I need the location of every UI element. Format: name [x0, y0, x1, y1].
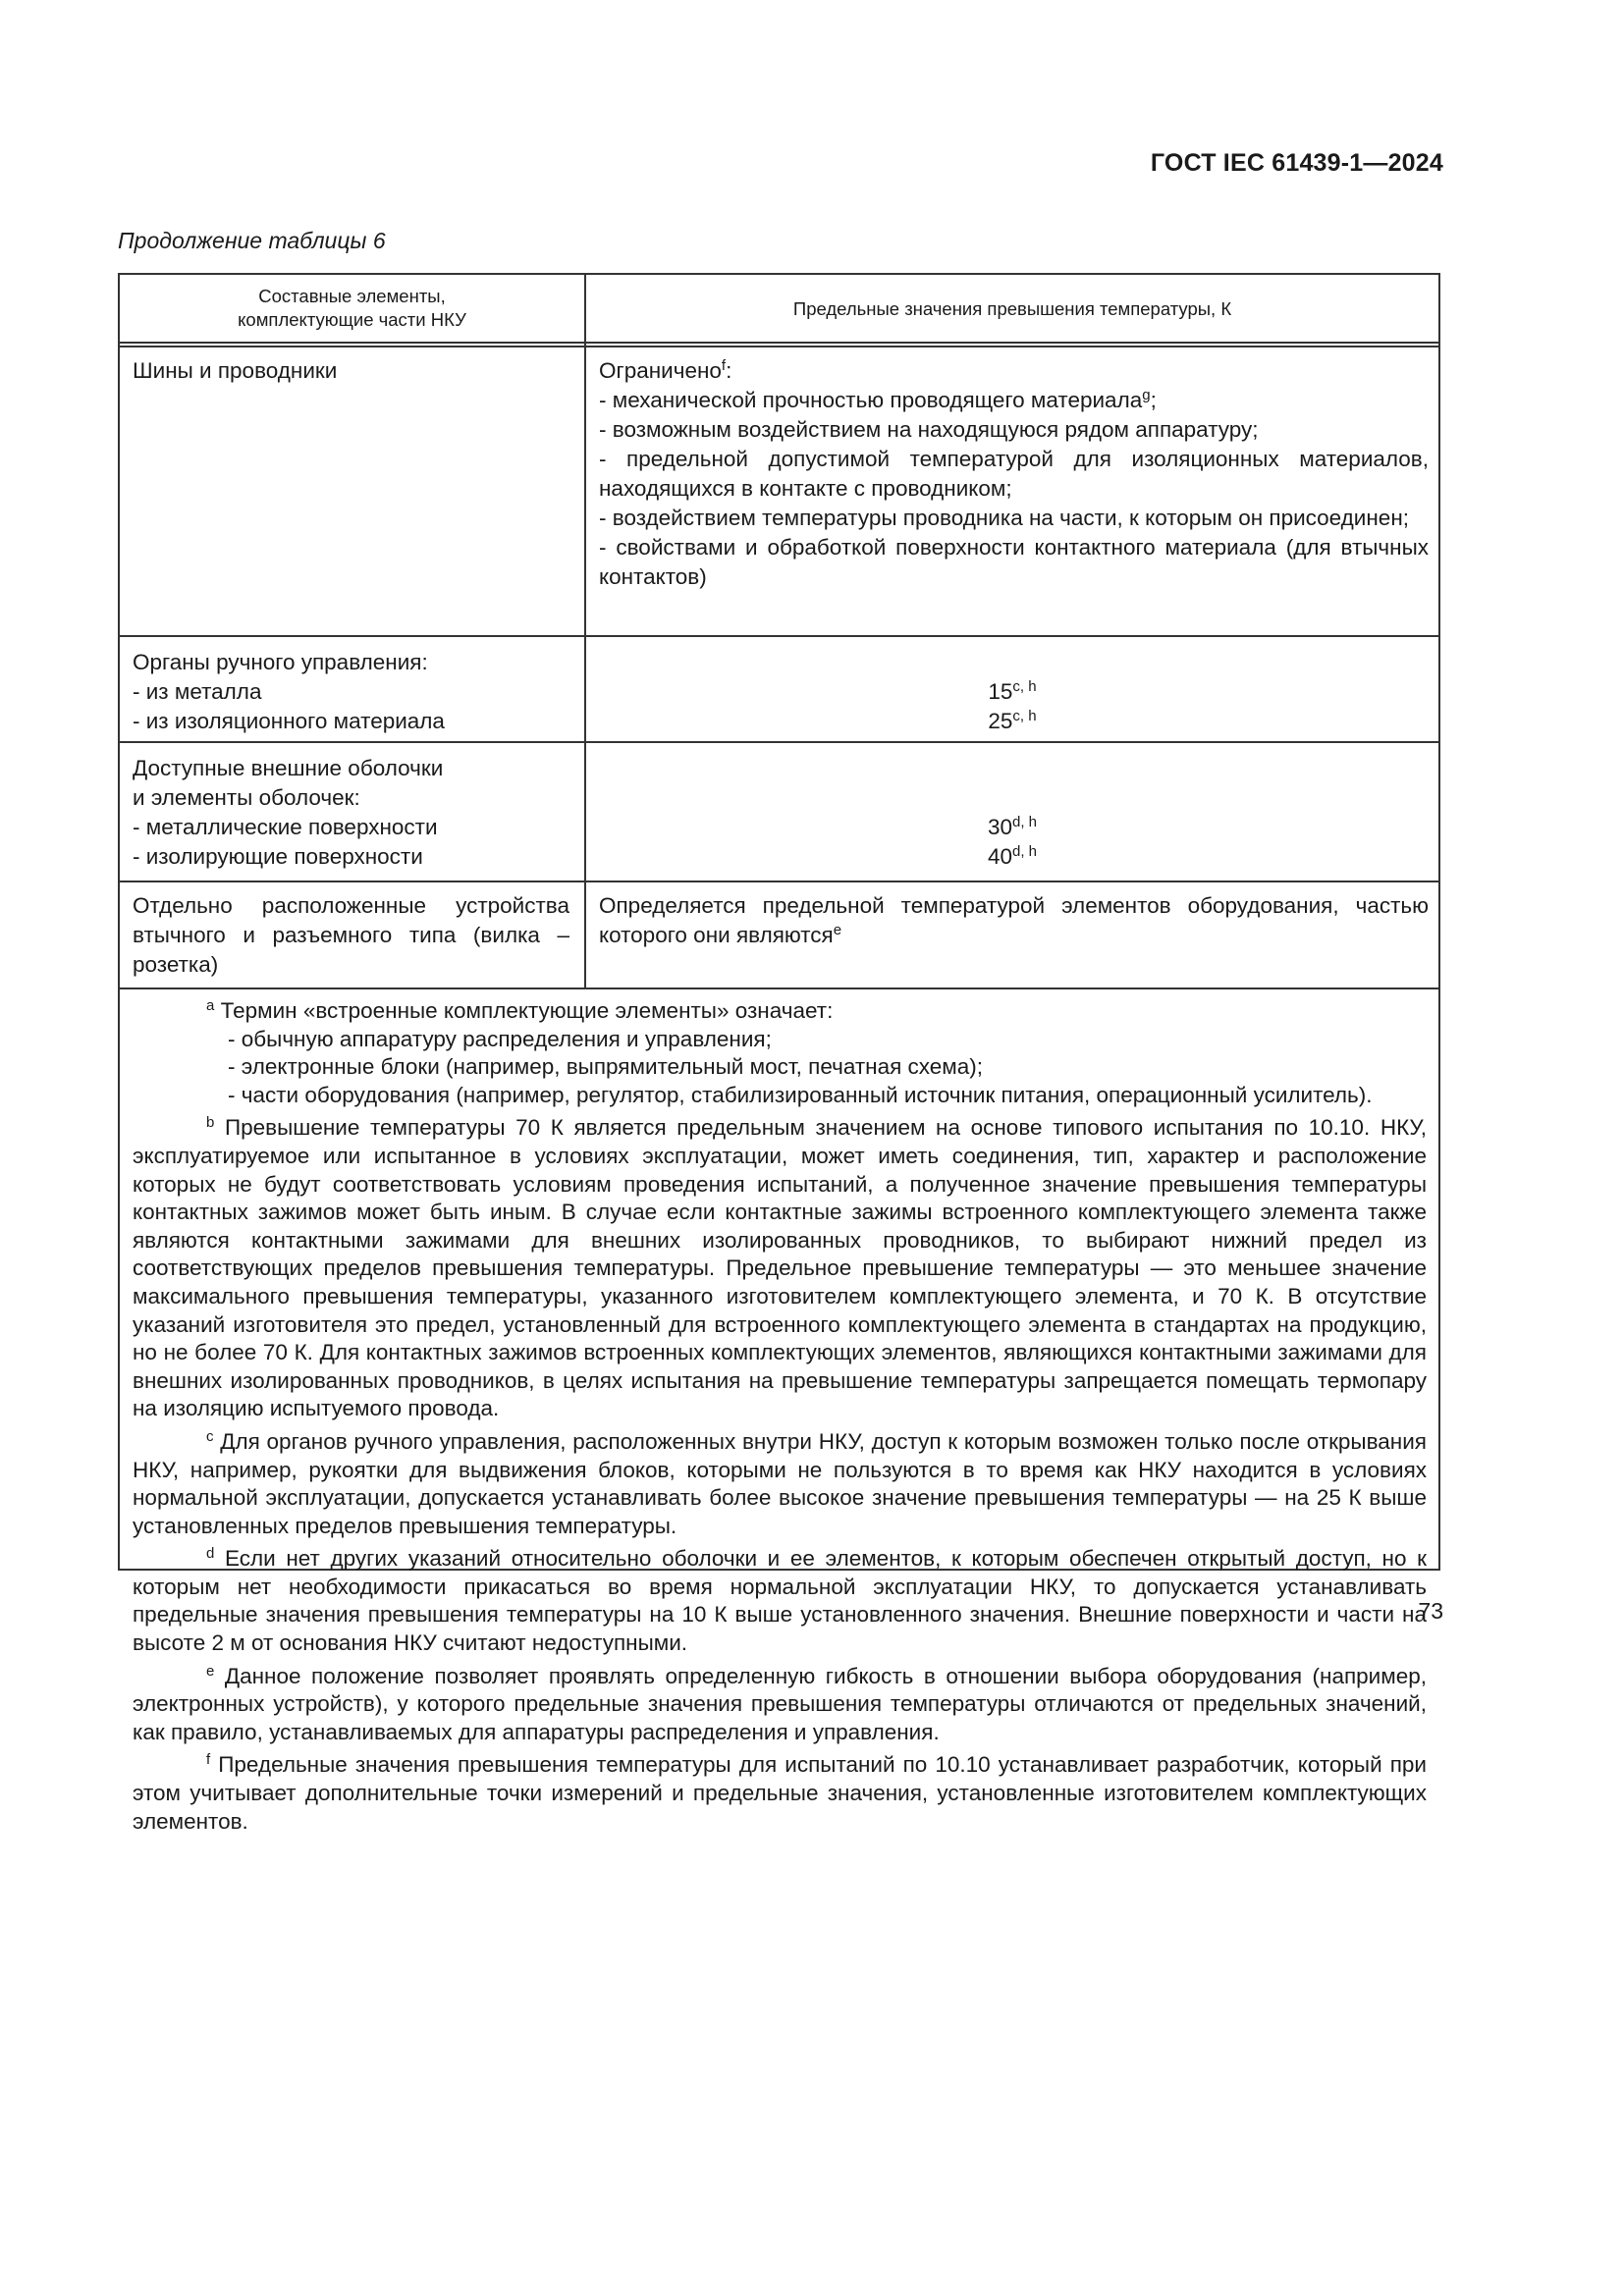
page-number: 73: [1418, 1598, 1443, 1624]
column-header-limits: Предельные значения превышения температуры, К: [792, 298, 1232, 319]
row1-component: Шины и проводники: [133, 358, 338, 383]
header-divider: [118, 342, 1440, 347]
row-divider-3: [118, 881, 1440, 882]
row-divider-2: [118, 741, 1440, 743]
row1-limits: Ограничено$^f$: - механической прочностью проводящего материала$^g$; - возможным воздействием на находящуюся рядом аппаратуру; - предельной допустимой температурой для изоляционных материалов, находящихся в контакте с проводником; - воздействием температуры проводника на части, к которым он присоединен; - свойствами и обработкой поверхности контактного материала (для втычных контактов): [599, 357, 1429, 589]
column-header-components: Составные элементы, комплектующие части НКУ: [238, 286, 466, 330]
row3-limits: 30$^{d, h}$ 40$^{d, h}$: [987, 814, 1038, 869]
row4-component: Отдельно расположенные устройства втычного и разъемного типа (вилка – розетка): [133, 893, 569, 977]
row-divider-1: [118, 635, 1440, 637]
footnote-c: $^c$ Для органов ручного управления, расположенных внутри НКУ, доступ к которым возможен только после открывания НКУ, например, рукоятки для выдвижения блоков, которыми не пользуются в то время как НКУ находится в условиях нормальной эксплуатации, допускается устанавливать более высокое значение превышения температуры — на 25 К выше установленных пределов превышения температуры.: [133, 1427, 1427, 1538]
footnote-e: $^e$ Данное положение позволяет проявлять определенную гибкость в отношении выбора оборудования (например, электронных устройств), у которого предельные значения превышения температуры отличаются от предельных значений, как правило, устанавливаемых для аппаратуры распределения и управления.: [133, 1662, 1427, 1744]
footnote-f: $^f$ Предельные значения превышения температуры для испытаний по 10.10 устанавливает разработчик, который при этом учитывает дополнительные точки измерений и предельные значения, установленные изготовителем комплектующих элементов.: [133, 1751, 1427, 1834]
row2-limits: 15$^{c, h}$ 25$^{c, h}$: [988, 678, 1037, 733]
row-divider-4: [118, 988, 1440, 989]
footnote-a: $^a$ Термин «встроенные комплектующие элементы» означает:: [206, 997, 834, 1023]
document-code: ГОСТ IEC 61439-1—2024: [1150, 149, 1443, 177]
table-caption: Продолжение таблицы 6: [118, 228, 386, 253]
row4-limits: Определяется предельной температурой элементов оборудования, частью которого они являются$^e$: [599, 893, 1429, 947]
table-footnotes: $^a$ Термин «встроенные комплектующие элементы» означает: - обычную аппаратуру распределения и управления; - электронные блоки (например, выпрямительный мост, печатная схема); - части оборудования (например, регулятор, стабилизированный источник питания, операционный усилитель). $^b$ Превышение температуры 70 К является предельным значением на основе типового испытания по 10.10. НКУ, эксплуатируемое или испытанное в условиях эксплуатации, может иметь соединения, тип, характер и расположение которых не будут соответствовать условиям проведения испытаний, а полученное значение превышения температуры контактных зажимов может быть иным. В случае если контактные зажимы встроенного комплектующего элемента также являются контактными зажимами для внешних изолированных проводников, то выбирают нижний предел из соответствующих пределов превышения температуры. Предельное превышение температуры — это меньшее значение максимального превышения температуры, указанного изготовителем комплектующего элемента, и 70 К. В отсутствие указаний изготовителя это предел, установленный для встроенного комплектующего элемента в стандартах на продукцию, но не более 70 К. Для контактных зажимов встроенных комплектующих элементов, являющихся контактными зажимами для внешних изолированных проводников, в целях испытания на превышение температуры запрещается помещать термопару на изоляцию испытуемого провода. $^c$ Для органов ручного управления, расположенных внутри НКУ, доступ к которым возможен только после открывания НКУ, например, рукоятки для выдвижения блоков, которыми не пользуются в то время как НКУ находится в условиях нормальной эксплуатации, допускается устанавливать более высокое значение превышения температуры — на 25 К выше установленных пределов превышения температуры. $^d$ Если нет других указаний относительно оболочки и ее элементов, к которым обеспечен открытый доступ, но к которым нет необходимости прикасаться во время нормальной эксплуатации НКУ, то допускается устанавливать предельные значения превышения температуры на 10 К выше установленного значения. Внешние поверхности и части на высоте 2 м от основания НКУ считают недоступными. $^e$ Данное положение позволяет проявлять определенную гибкость в отношении выбора оборудования (например, электронных устройств), у которого предельные значения превышения температуры отличаются от предельных значений, как правило, устанавливаемых для аппаратуры распределения и управления. $^f$ Предельные значения превышения температуры для испытаний по 10.10 устанавливает разработчик, который при этом учитывает дополнительные точки измерений и предельные значения, установленные изготовителем комплектующих элементов.: [133, 997, 1427, 1841]
row3-component: Доступные внешние оболочки и элементы оболочек: - металлические поверхности - изолирующие поверхности: [133, 756, 444, 869]
row2-component: Органы ручного управления: - из металла - из изоляционного материала: [133, 650, 445, 733]
footnote-d: $^d$ Если нет других указаний относительно оболочки и ее элементов, к которым обеспечен открытый доступ, но к которым нет необходимости прикасаться во время нормальной эксплуатации НКУ, то допускается устанавливать предельные значения превышения температуры на 10 К выше установленного значения. Внешние поверхности и части на высоте 2 м от основания НКУ считают недоступными.: [133, 1545, 1427, 1656]
footnote-b: $^b$ Превышение температуры 70 К является предельным значением на основе типового испытания по 10.10. НКУ, эксплуатируемое или испытанное в условиях эксплуатации, может иметь соединения, тип, характер и расположение которых не будут соответствовать условиям проведения испытаний, а полученное значение превышения температуры контактных зажимов может быть иным. В случае если контактные зажимы встроенного комплектующего элемента также являются контактными зажимами для внешних изолированных проводников, то выбирают нижний предел из соответствующих пределов превышения температуры. Предельное превышение температуры — это меньшее значение максимального превышения температуры, указанного изготовителем комплектующего элемента, и 70 К. В отсутствие указаний изготовителя это предел, установленный для встроенного комплектующего элемента в стандартах на продукцию, но не более 70 К. Для контактных зажимов встроенных комплектующих элементов, являющихся контактными зажимами для внешних изолированных проводников, в целях испытания на превышение температуры запрещается помещать термопару на изоляцию испытуемого провода.: [133, 1114, 1427, 1421]
